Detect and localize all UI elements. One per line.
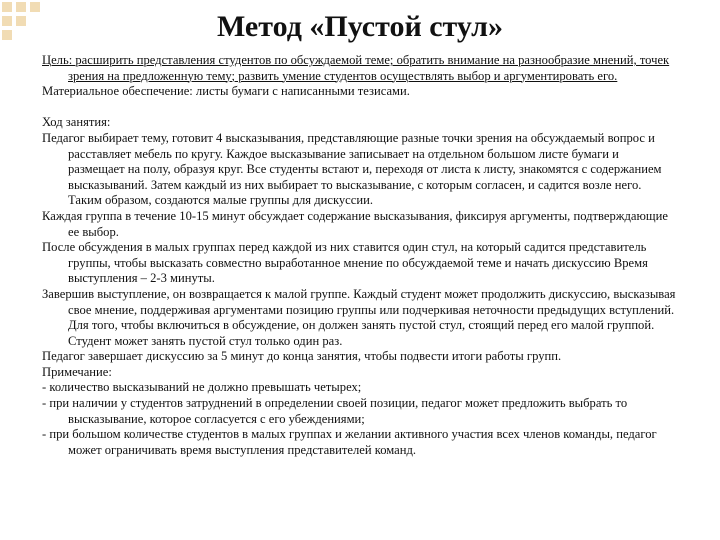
- step-paragraph: Педагог выбирает тему, готовит 4 высказывания, представляющие разные точки зрения на обсуждаемый вопрос и расставляет мебель по кругу. Каждое высказывание записывает на отдельном большом листе бумаги и размещает на полу, образуя круг. Все студенты встают и, переходя от листа к листу, знакомятся с содержанием высказываний. Затем каждый из них выбирает то высказывание, с которым согласен, и садится возле него. Таким образом, создаются малые группы для дискуссии.: [42, 130, 662, 208]
- course-heading: Ход занятия:: [42, 115, 111, 130]
- note-item: - количество высказываний не должно превышать четырех;: [42, 380, 362, 395]
- note-item: - при наличии у студентов затруднений в определении своей позиции, педагог может предложить выбрать то высказывание, которое согласуется с его убеждениями;: [42, 396, 628, 426]
- step-paragraph: После обсуждения в малых группах перед каждой из них ставится один стул, на который садится представитель группы, чтобы высказать совместно выработанное мнение по обсуждаемой теме и начать дискуссию Время выступления – 2-3 минуты.: [42, 240, 648, 286]
- step-paragraph: Каждая группа в течение 10-15 минут обсуждает содержание высказывания, фиксируя аргументы, подтверждающие ее выбор.: [42, 208, 668, 239]
- spacer: [42, 100, 678, 116]
- step-paragraph: Педагог завершает дискуссию за 5 минут до конца занятия, чтобы подвести итоги работы групп.: [42, 349, 562, 364]
- note-heading: Примечание:: [42, 364, 112, 379]
- step-paragraph: Завершив выступление, он возвращается к малой группе. Каждый студент может продолжить дискуссию, высказывая свое мнение, поддерживая аргументами позицию группы или подчеркивая неточности предыдущих вступлений. Для того, чтобы включиться в обсуждение, он должен занять пустой стул, стоящий перед его малой группой. Студент может занять пустой стул только один раз.: [42, 286, 676, 348]
- slide-title: Метод «Пустой стул»: [217, 10, 503, 43]
- note-item: - при большом количестве студентов в малых группах и желании активного участия всех членов команды, педагог может ограничивать время выступления представителей команд.: [42, 427, 657, 457]
- materials-paragraph: Материальное обеспечение: листы бумаги с написанными тезисами.: [42, 84, 410, 99]
- goal-paragraph: Цель: расширить представления студентов по обсуждаемой теме; обратить внимание на разнообразие мнений, точек зрения на предложенную тему; развить умение студентов осуществлять выбор и аргументировать его.: [42, 53, 670, 83]
- slide-body: [42, 53, 678, 458]
